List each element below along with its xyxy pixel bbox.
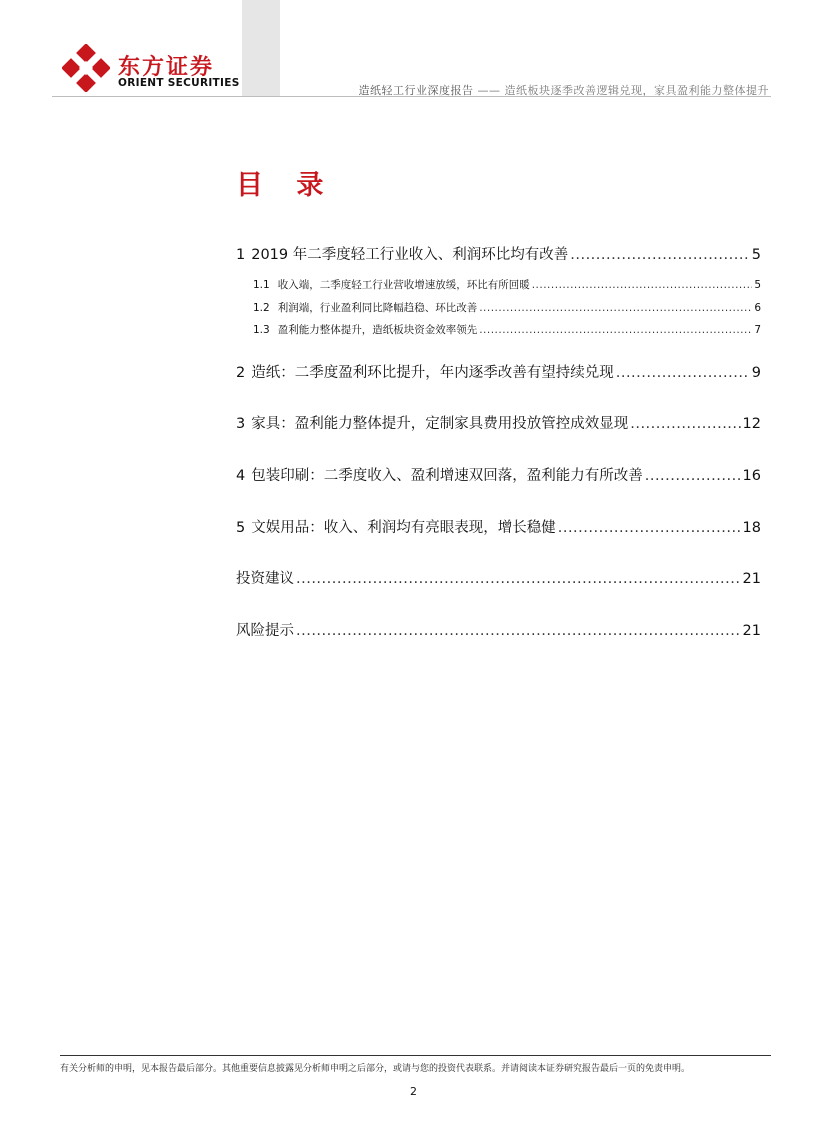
toc-entry-page: 16 xyxy=(742,468,761,484)
header-divider xyxy=(52,96,771,97)
toc-entry-text: 风险提示 xyxy=(236,623,294,639)
toc-entry-title xyxy=(236,464,643,485)
toc-entry-text: 家具：盈利能力整体提升，定制家具费用投放管控成效显现 xyxy=(251,416,629,432)
toc-entry-number: 1 xyxy=(236,247,246,263)
brand-name-en: ORIENT SECURITIES xyxy=(118,77,240,89)
toc-entry-text: 投资建议 xyxy=(236,571,294,587)
toc-entry-title xyxy=(236,516,556,537)
toc-leader-dots xyxy=(630,416,740,432)
page-number: 2 xyxy=(410,1085,417,1098)
toc-entry-page: 5 xyxy=(754,279,761,291)
toc-entry-page: 7 xyxy=(754,324,761,336)
toc-entry-number: 3 xyxy=(236,416,246,432)
toc-leader-dots xyxy=(616,365,750,381)
toc-entry[interactable] xyxy=(253,322,761,337)
toc-entry-text: 包装印刷：二季度收入、盈利增速双回落，盈利能力有所改善 xyxy=(251,468,643,484)
toc-entry-text: 2019 年二季度轻工行业收入、利润环比均有改善 xyxy=(251,247,569,263)
toc-leader-dots xyxy=(479,324,752,336)
toc-entry[interactable] xyxy=(236,516,761,537)
report-type: 造纸轻工行业深度报告 xyxy=(358,84,474,97)
toc-entry[interactable] xyxy=(253,300,761,315)
toc-entry[interactable] xyxy=(236,567,761,588)
header-separator: —— xyxy=(477,84,501,97)
toc-entry-title xyxy=(236,361,614,382)
toc-entry-number: 5 xyxy=(236,520,246,536)
toc-entry[interactable] xyxy=(236,464,761,485)
toc-leader-dots xyxy=(558,520,741,536)
toc-entry[interactable] xyxy=(236,361,761,382)
toc-entry[interactable] xyxy=(236,412,761,433)
toc-entry-number: 4 xyxy=(236,468,246,484)
toc-entry[interactable] xyxy=(236,619,761,640)
toc-entry-number: 2 xyxy=(236,365,246,381)
toc-title: 目 录 xyxy=(236,170,336,201)
toc-entry-text: 收入端，二季度轻工行业营收增速放缓，环比有所回暖 xyxy=(277,279,530,291)
toc-entry-page: 5 xyxy=(751,247,761,263)
orient-securities-logo-icon xyxy=(62,44,110,92)
toc-entry-text: 造纸：二季度盈利环比提升，年内逐季改善有望持续兑现 xyxy=(251,365,614,381)
toc-entry-page: 12 xyxy=(742,416,761,432)
toc-entry-page: 21 xyxy=(742,571,761,587)
toc-entry-text: 文娱用品：收入、利润均有亮眼表现，增长稳健 xyxy=(251,520,556,536)
toc-entry-number: 1.1 xyxy=(253,279,270,291)
toc-entry-text: 利润端，行业盈利同比降幅趋稳、环比改善 xyxy=(277,302,478,314)
toc-entry-page: 6 xyxy=(754,302,761,314)
toc-entry-title xyxy=(253,300,477,315)
toc-entry-page: 21 xyxy=(742,623,761,639)
toc-leader-dots xyxy=(296,623,741,639)
toc-entry[interactable] xyxy=(236,243,761,264)
toc-entry-text: 盈利能力整体提升，造纸板块资金效率领先 xyxy=(277,324,478,336)
toc-entry-title xyxy=(236,567,294,588)
toc-entry-page: 9 xyxy=(751,365,761,381)
toc-entry-number: 1.2 xyxy=(253,302,270,314)
footer-divider xyxy=(60,1055,771,1056)
toc-leader-dots xyxy=(532,279,753,291)
header-accent-bar xyxy=(242,0,280,96)
brand-name-cn: 东方证券 xyxy=(118,55,215,80)
toc-entry[interactable] xyxy=(253,277,761,292)
toc-entry-title xyxy=(236,619,294,640)
footer-disclaimer: 有关分析师的申明，见本报告最后部分。其他重要信息披露见分析师申明之后部分，或请与您的投资代表联系。并请阅读本证券研究报告最后一页的免责申明。 xyxy=(60,1064,691,1074)
toc-leader-dots xyxy=(645,468,741,484)
toc-entry-title xyxy=(236,412,628,433)
toc-leader-dots xyxy=(296,571,741,587)
toc-entry-title xyxy=(253,322,477,337)
toc-entry-page: 18 xyxy=(742,520,761,536)
toc-leader-dots xyxy=(479,302,752,314)
toc-entry-title xyxy=(253,277,530,292)
toc-leader-dots xyxy=(570,247,750,263)
report-subtitle: 造纸板块逐季改善逻辑兑现，家具盈利能力整体提升 xyxy=(504,84,769,97)
toc-entry-title xyxy=(236,243,568,264)
toc-entry-number: 1.3 xyxy=(253,324,270,336)
